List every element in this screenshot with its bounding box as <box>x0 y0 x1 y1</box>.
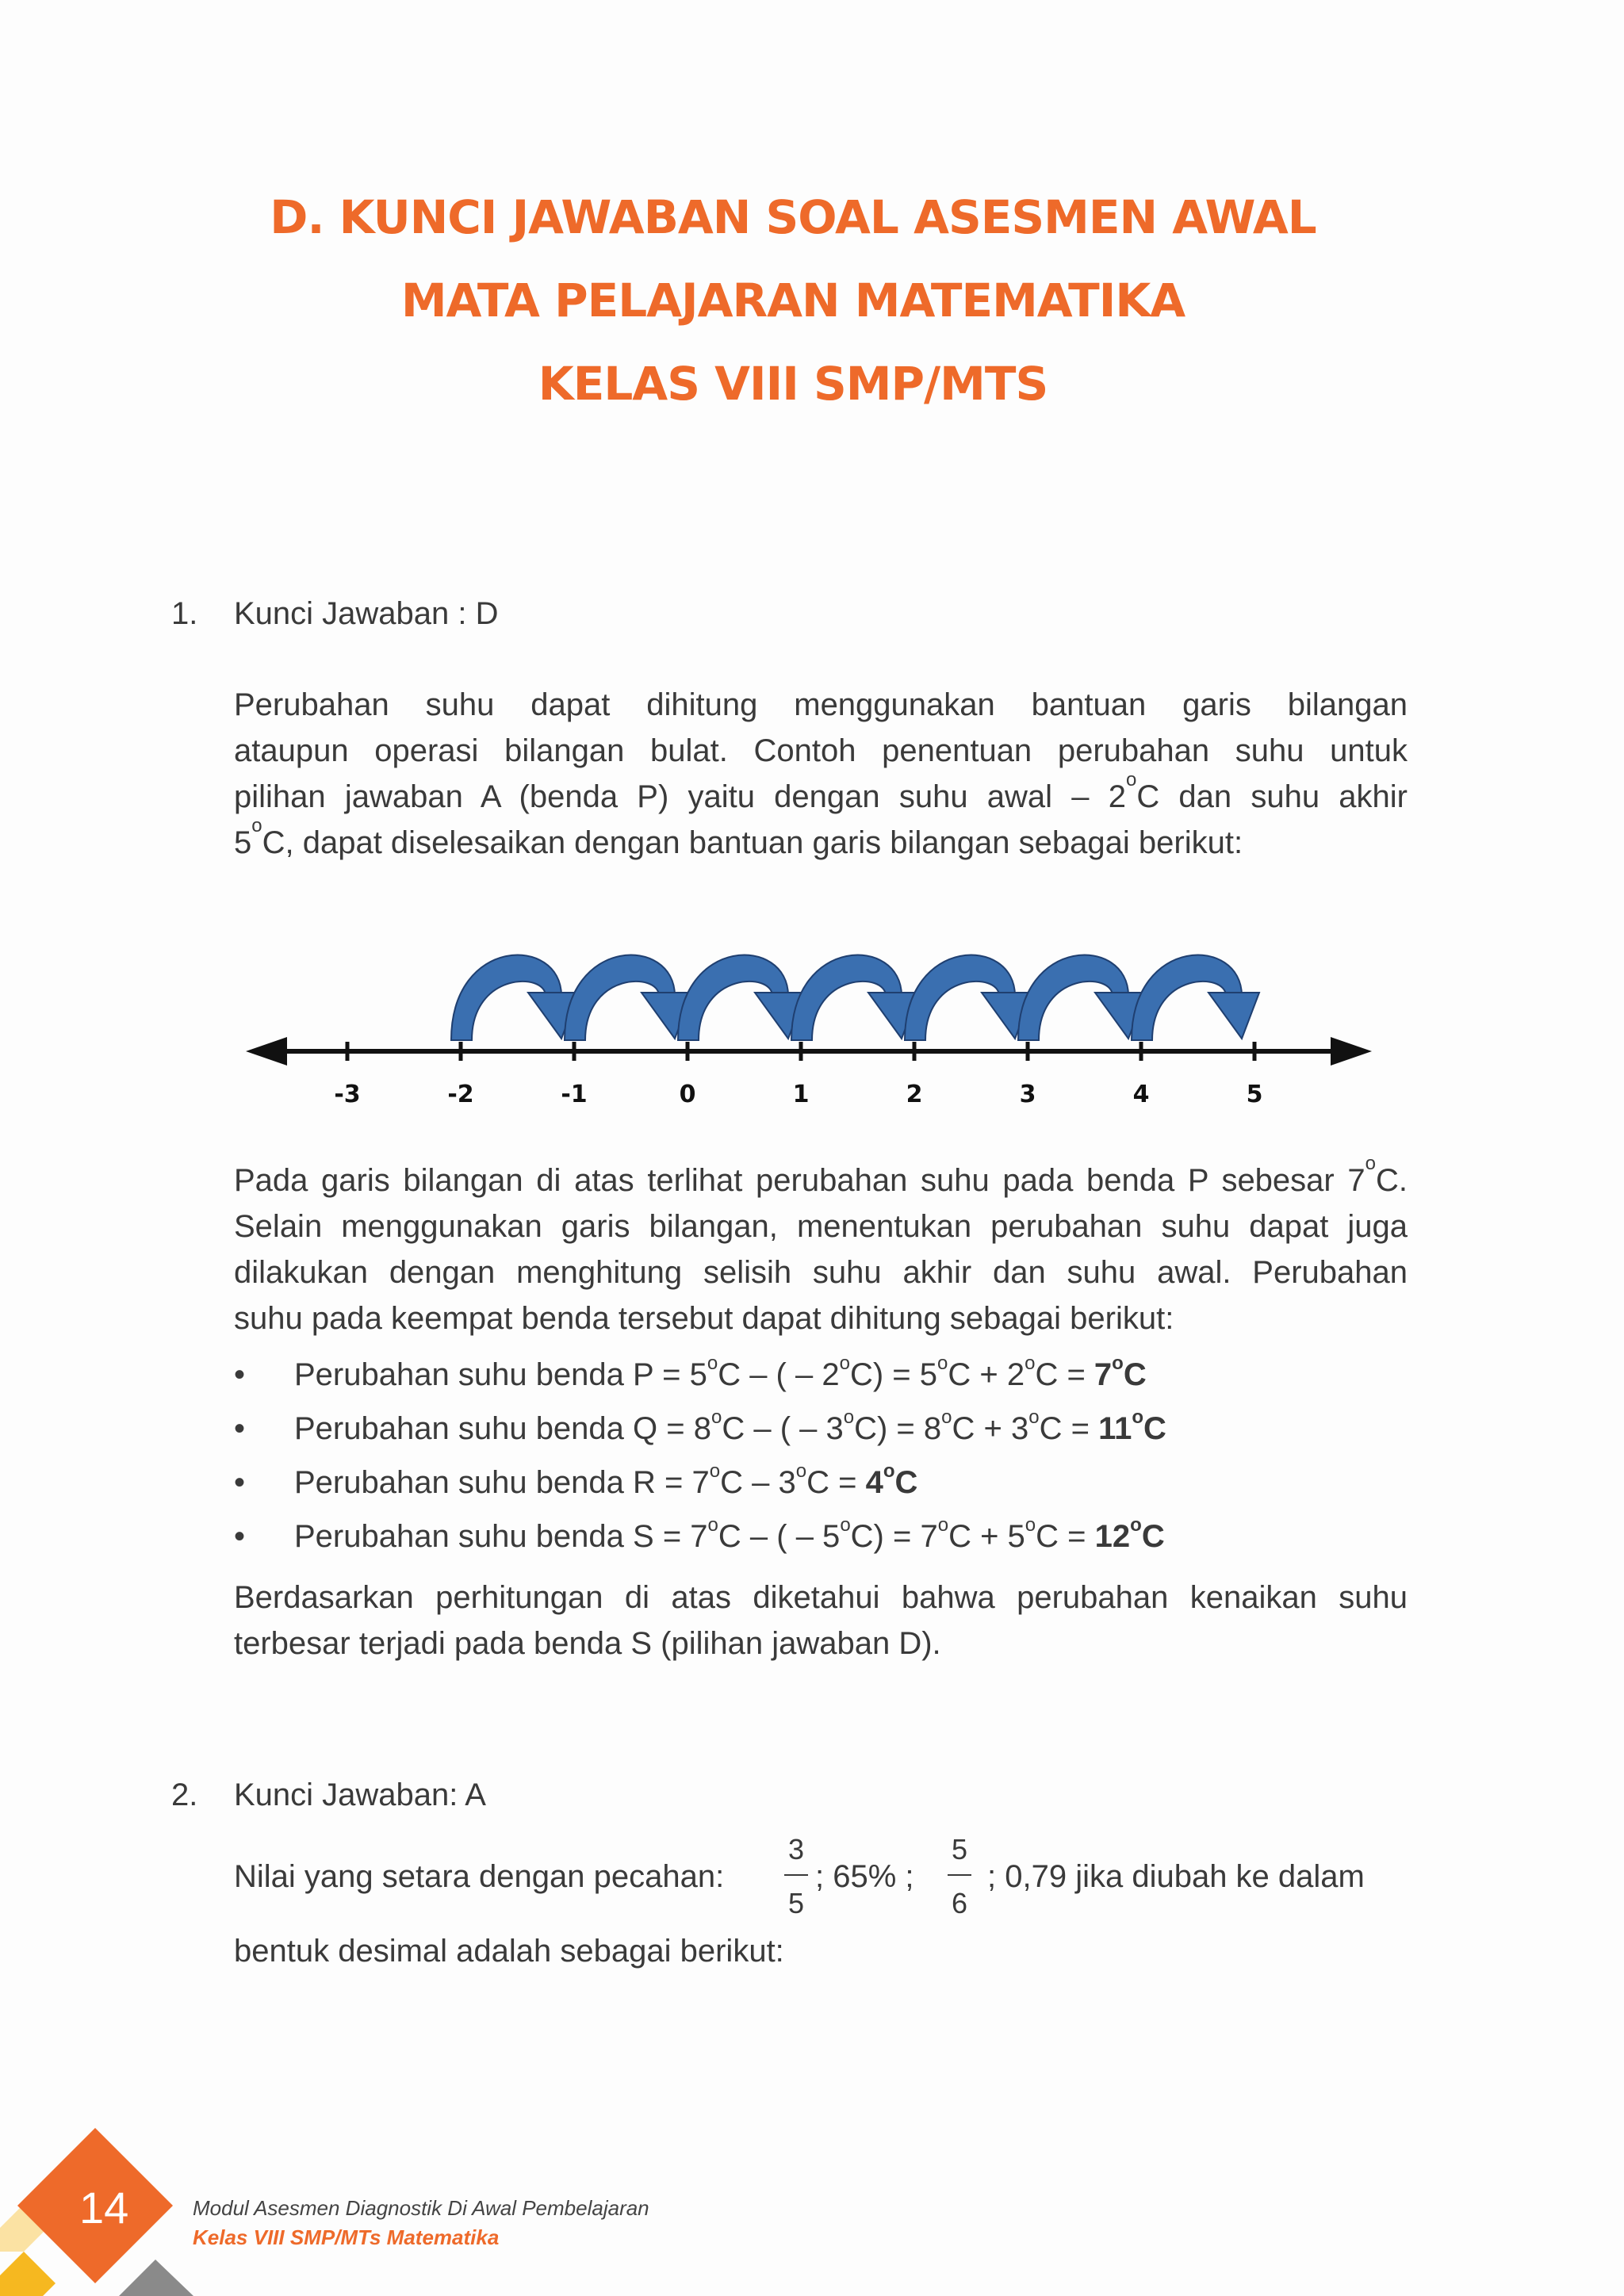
number-line-tick-label: -3 <box>334 1081 361 1108</box>
number-line-tick-label: -1 <box>561 1081 588 1108</box>
number-line-right-arrow <box>1331 1037 1372 1066</box>
q1-para1-line2: ataupun operasi bilangan bulat. Contoh penentuan perubahan suhu untuk <box>234 733 1408 768</box>
q2-mid: ; 65% ; <box>815 1859 914 1894</box>
hop-arrow <box>905 955 1032 1040</box>
hop-arrow <box>791 955 919 1040</box>
bullet-dot: • <box>234 1519 246 1554</box>
fraction-1-bar <box>784 1874 808 1876</box>
heading-line-2: MATA PELAJARAN MATEMATIKA <box>400 274 1185 327</box>
number-line-tick-label: -2 <box>447 1081 474 1108</box>
bullet-dot: • <box>234 1357 246 1392</box>
q2-answer-key: Kunci Jawaban: A <box>234 1777 486 1812</box>
footer-module-title: Modul Asesmen Diagnostik Di Awal Pembelajaran <box>193 2196 649 2220</box>
footer-yellow-diamond <box>0 2252 56 2296</box>
q1-answer-key: Kunci Jawaban : D <box>234 596 499 631</box>
bullet-dot: • <box>234 1465 246 1500</box>
fraction-2-bar <box>948 1874 971 1876</box>
hop-arrow <box>565 955 692 1040</box>
number-line-tick-label: 1 <box>792 1081 810 1108</box>
fraction-2-numerator: 5 <box>951 1833 968 1866</box>
fraction-1-denominator: 5 <box>787 1887 805 1919</box>
q2-tail: ; 0,79 jika diubah ke dalam <box>987 1859 1365 1894</box>
q1-para2-line2: Selain menggunakan garis bilangan, menentukan perubahan suhu dapat juga <box>234 1209 1408 1244</box>
q1-para1-line3: pilihan jawaban A (benda P) yaitu dengan suhu awal – 2$^o$C dan suhu akhir <box>234 769 1408 814</box>
bullet-dot: • <box>234 1411 246 1446</box>
hop-arrow <box>678 955 806 1040</box>
q2-number: 2. <box>171 1777 198 1812</box>
hop-arrow <box>451 955 579 1040</box>
q1-para1-line1: Perubahan suhu dapat dihitung menggunakan bantuan garis bilangan <box>234 687 1408 722</box>
number-line <box>238 936 1380 1118</box>
heading-line-3: KELAS VIII SMP/MTS <box>538 357 1048 411</box>
hop-arrow <box>1018 955 1146 1040</box>
number-line-tick-label: 3 <box>1019 1081 1036 1108</box>
hop-arrow <box>1132 955 1259 1040</box>
q2-lead: Nilai yang setara dengan pecahan: <box>234 1859 725 1894</box>
number-line-tick-label: 4 <box>1132 1081 1150 1108</box>
q1-para2-line1: Pada garis bilangan di atas terlihat perubahan suhu pada benda P sebesar 7$^o$C. <box>234 1153 1408 1198</box>
fraction-1-numerator: 3 <box>787 1833 805 1866</box>
q2-line2: bentuk desimal adalah sebagai berikut: <box>234 1934 784 1969</box>
q1-conclusion-line1: Berdasarkan perhitungan di atas diketahui bahwa perubahan kenaikan suhu <box>234 1580 1408 1615</box>
number-line-tick-label: 5 <box>1246 1081 1263 1108</box>
number-line-left-arrow <box>246 1037 287 1066</box>
q1-para1-line4: 5$^o$C, dapat diselesaikan dengan bantuan garis bilangan sebagai berikut: <box>234 815 1243 860</box>
footer-gray-diamond <box>119 2260 193 2296</box>
heading-line-1: D. KUNCI JAWABAN SOAL ASESMEN AWAL <box>270 190 1316 244</box>
number-line-tick-label: 0 <box>679 1081 696 1108</box>
fraction-2-denominator: 6 <box>951 1887 968 1919</box>
page-number: 14 <box>79 2183 129 2233</box>
q1-para2-line4: suhu pada keempat benda tersebut dapat dihitung sebagai berikut: <box>234 1301 1174 1336</box>
q1-para2-line3: dilakukan dengan menghitung selisih suhu akhir dan suhu awal. Perubahan <box>234 1255 1408 1290</box>
q1-number: 1. <box>171 596 198 631</box>
footer-class-subject: Kelas VIII SMP/MTs Matematika <box>193 2225 500 2249</box>
q1-conclusion-line2: terbesar terjadi pada benda S (pilihan jawaban D). <box>234 1626 941 1661</box>
number-line-tick-label: 2 <box>906 1081 923 1108</box>
